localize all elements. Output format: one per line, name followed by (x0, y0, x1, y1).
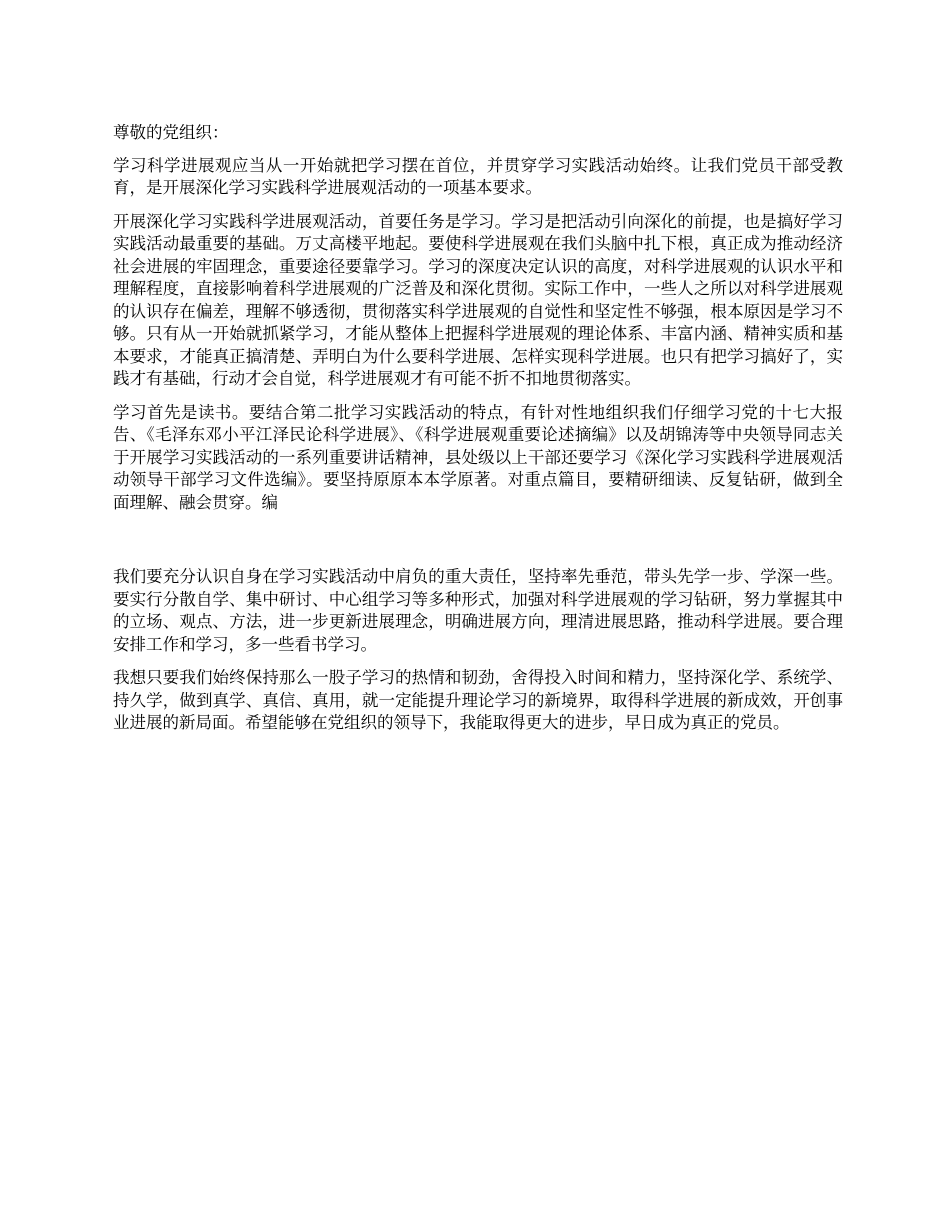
salutation: 尊敬的党组织： (113, 123, 229, 142)
letter-body (113, 122, 843, 746)
paragraph-4: 我们要充分认识自身在学习实践活动中肩负的重大责任，坚持率先垂范，带头先学一步、学深一些。要实行分散自学、集中研讨、中心组学习等多种形式，加强对科学进展观的学习钻研，努力掌握其中的立场、观点、方法，进一步更新进展理念，明确进展方向，理清进展思路，推动科学进展。要合理安排工作和学习，多一些看书学习。 (113, 567, 843, 654)
paragraph-3: 学习首先是读书。要结合第二批学习实践活动的特点，有针对性地组织我们仔细学习党的十七大报告、《毛泽东邓小平江泽民论科学进展》、《科学进展观重要论述摘编》以及胡锦涛等中央领导同志关于开展学习实践活动的一系列重要讲话精神，县处级以上干部还要学习《深化学习实践科学进展观活动领导干部学习文件选编》。要坚持原原本本学原著。对重点篇目，要精研细读、反复钻研，做到全面理解、融会贯穿。编 (113, 402, 843, 512)
paragraph-2: 开展深化学习实践科学进展观活动，首要任务是学习。学习是把活动引向深化的前提，也是搞好学习实践活动最重要的基础。万丈高楼平地起。要使科学进展观在我们头脑中扎下根，真正成为推动经济社会进展的牢固理念，重要途径要靠学习。学习的深度决定认识的高度，对科学进展观的认识水平和理解程度，直接影响着科学进展观的广泛普及和深化贯彻。实际工作中，一些人之所以对科学进展观的认识存在偏差，理解不够透彻，贯彻落实科学进展观的自觉性和坚定性不够强，根本原因是学习不够。只有从一开始就抓紧学习，才能从整体上把握科学进展观的理论体系、丰富内涵、精神实质和基本要求，才能真正搞清楚、弄明白为什么要科学进展、怎样实现科学进展。也只有把学习搞好了，实践才有基础，行动才会自觉，科学进展观才有可能不折不扣地贯彻落实。 (113, 211, 843, 388)
paragraph-5: 我想只要我们始终保持那么一股子学习的热情和韧劲，舍得投入时间和精力，坚持深化学、系统学、持久学，做到真学、真信、真用，就一定能提升理论学习的新境界，取得科学进展的新成效，开创事业进展的新局面。希望能够在党组织的领导下，我能取得更大的进步，早日成为真正的党员。 (113, 668, 843, 732)
paragraph-1: 学习科学进展观应当从一开始就把学习摆在首位，并贯穿学习实践活动始终。让我们党员干部受教育，是开展深化学习实践科学进展观活动的一项基本要求。 (113, 155, 843, 197)
